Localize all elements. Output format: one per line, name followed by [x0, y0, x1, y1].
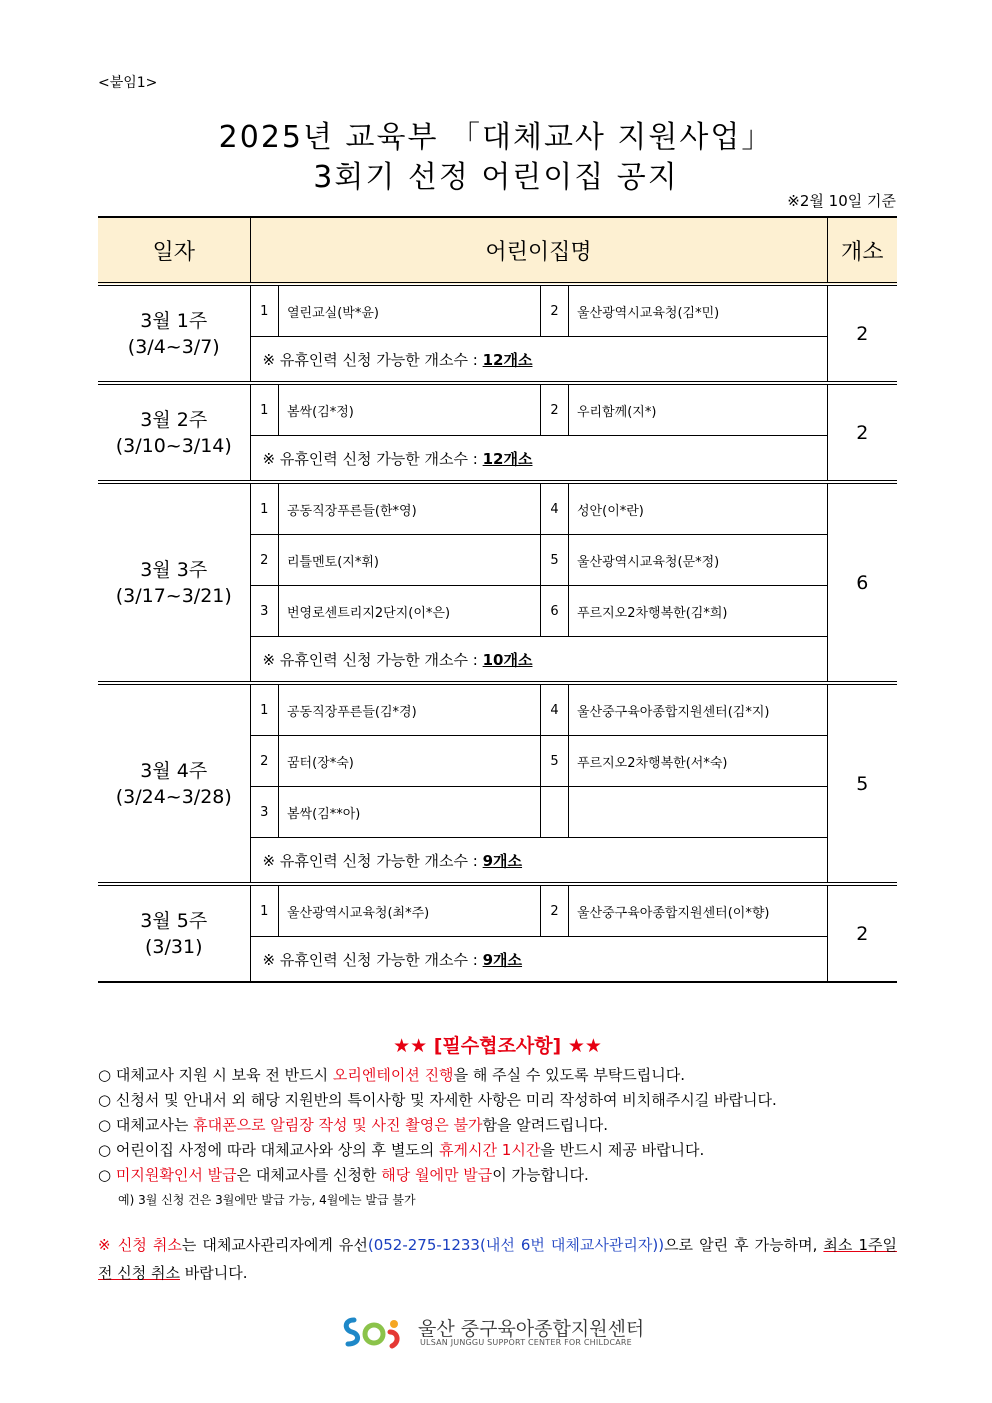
- daycare-name: 번영로센트리지2단지(이*은): [279, 586, 541, 637]
- daycare-row: [251, 886, 827, 937]
- week-row: [98, 482, 897, 683]
- selection-table: [98, 216, 897, 983]
- daycare-number: 3: [251, 787, 279, 838]
- requirement-item: ○ 대체교사는 휴대폰으로 알림장 작성 및 사진 촬영은 불가함을 알려드립니다.: [98, 1116, 608, 1134]
- available-note: ※ 유휴인력 신청 가능한 개소수 : 12개소: [262, 350, 533, 369]
- week-row: [98, 884, 897, 982]
- week-date-cell: [98, 683, 250, 884]
- daycare-name: 공동직장푸른들(한*영): [279, 484, 541, 535]
- daycare-number: 2: [251, 736, 279, 787]
- week-label: 3월 5주: [140, 909, 208, 932]
- footer-logo: [340, 1312, 670, 1352]
- daycare-number: 2: [541, 286, 569, 337]
- daycare-name: 울산광역시교육청(문*정): [569, 535, 827, 586]
- page-title: 2025년 교육부 「대체교사 지원사업」: [218, 120, 774, 155]
- week-label: 3월 4주: [140, 759, 208, 782]
- week-date-cell: [98, 482, 250, 683]
- daycare-number: 3: [251, 586, 279, 637]
- week-names-cell: [250, 884, 827, 982]
- week-names-cell: [250, 482, 827, 683]
- requirement-example: 예) 3월 신청 건은 3월에만 발급 가능, 4월에는 발급 불가: [118, 1193, 416, 1207]
- available-note: ※ 유휴인력 신청 가능한 개소수 : 12개소: [262, 449, 533, 468]
- daycare-number: 1: [251, 385, 279, 436]
- week-count: 5: [827, 683, 897, 884]
- available-note: ※ 유휴인력 신청 가능한 개소수 : 10개소: [262, 650, 533, 669]
- daycare-name: 울산중구육아종합지원센터(김*지): [569, 685, 827, 736]
- daycare-name: 봄싹(김*정): [279, 385, 541, 436]
- basis-date: ※2월 10일 기준: [787, 192, 896, 210]
- week-names-cell: [250, 383, 827, 482]
- requirement-item: ○ 신청서 및 안내서 외 해당 지원반의 특이사항 및 자세한 사항은 미리 작성하여 비치해주시길 바랍니다.: [98, 1091, 777, 1109]
- requirements-section: [98, 1034, 897, 1287]
- requirements-title: ★★ [필수협조사항] ★★: [393, 1035, 602, 1057]
- daycare-number: 1: [251, 286, 279, 337]
- daycare-row: [251, 685, 827, 736]
- week-range: (3/17~3/21): [115, 584, 232, 607]
- footer-org-sub: ULSAN JUNGGU SUPPORT CENTER FOR CHILDCARE: [420, 1338, 632, 1347]
- daycare-number: [541, 787, 569, 838]
- week-names-cell: [250, 284, 827, 383]
- daycare-name: 리틀멘토(지*휘): [279, 535, 541, 586]
- week-range: (3/24~3/28): [115, 785, 232, 808]
- week-count: 2: [827, 383, 897, 482]
- daycare-name: 울산광역시교육청(최*주): [279, 886, 541, 937]
- daycare-name: 성안(이*란): [569, 484, 827, 535]
- available-count: 9개소: [482, 851, 523, 870]
- daycare-name: 우리함께(지*): [569, 385, 827, 436]
- week-range: (3/31): [145, 935, 203, 958]
- daycare-name: [569, 787, 827, 838]
- week-row: [98, 683, 897, 884]
- daycare-number: 6: [541, 586, 569, 637]
- daycare-number: 1: [251, 685, 279, 736]
- footer-org-name: 울산 중구육아종합지원센터: [418, 1318, 645, 1340]
- daycare-number: 1: [251, 886, 279, 937]
- daycare-number: 2: [251, 535, 279, 586]
- daycare-name: 열린교실(박*윤): [279, 286, 541, 337]
- requirement-item: ○ 미지원확인서 발급은 대체교사를 신청한 해당 월에만 발급이 가능합니다.: [98, 1166, 589, 1184]
- daycare-row: [251, 484, 827, 535]
- week-range: (3/4~3/7): [127, 335, 220, 358]
- week-label: 3월 1주: [140, 309, 208, 332]
- daycare-row: [251, 286, 827, 337]
- daycare-row: [251, 736, 827, 787]
- week-date-cell: [98, 383, 250, 482]
- available-count: 12개소: [482, 350, 533, 369]
- daycare-name: 푸르지오2차행복한(김*희): [569, 586, 827, 637]
- week-count: 2: [827, 284, 897, 383]
- attachment-label: <붙임1>: [98, 75, 158, 91]
- week-row: [98, 284, 897, 383]
- week-names-cell: [250, 683, 827, 884]
- week-date-cell: [98, 884, 250, 982]
- daycare-name: 봄싹(김**아): [279, 787, 541, 838]
- week-count: 6: [827, 482, 897, 683]
- week-row: [98, 383, 897, 482]
- week-label: 3월 3주: [140, 558, 208, 581]
- header-count: 개소: [827, 217, 897, 284]
- daycare-name: 울산중구육아종합지원센터(이*향): [569, 886, 827, 937]
- header-name: 어린이집명: [250, 217, 827, 284]
- daycare-row: [251, 385, 827, 436]
- daycare-number: 1: [251, 484, 279, 535]
- cancel-notice: ※ 신청 취소는 대체교사관리자에게 유선(052-275-1233(내선 6번 대체교사관리자))으로 알린 후 가능하며, 최소 1주일 전 신청 취소 바랍니다.: [98, 1236, 897, 1282]
- week-date-cell: [98, 284, 250, 383]
- daycare-row: [251, 787, 827, 838]
- daycare-number: 2: [541, 385, 569, 436]
- daycare-name: 꿈터(장*숙): [279, 736, 541, 787]
- daycare-number: 5: [541, 535, 569, 586]
- page-subtitle: 3회기 선정 어린이집 공지: [313, 160, 679, 195]
- header-date: 일자: [98, 217, 250, 284]
- daycare-name: 공동직장푸른들(김*경): [279, 685, 541, 736]
- available-count: 10개소: [482, 650, 533, 669]
- daycare-row: [251, 586, 827, 637]
- requirement-item: ○ 대체교사 지원 시 보육 전 반드시 오리엔테이션 진행을 해 주실 수 있도록 부탁드립니다.: [98, 1066, 686, 1084]
- daycare-row: [251, 535, 827, 586]
- daycare-number: 5: [541, 736, 569, 787]
- available-count: 9개소: [482, 950, 523, 969]
- daycare-number: 4: [541, 484, 569, 535]
- week-count: 2: [827, 884, 897, 982]
- requirement-item: ○ 어린이집 사정에 따라 대체교사와 상의 후 별도의 휴게시간 1시간을 반드시 제공 바랍니다.: [98, 1141, 705, 1159]
- week-range: (3/10~3/14): [115, 434, 232, 457]
- daycare-name: 푸르지오2차행복한(서*숙): [569, 736, 827, 787]
- available-note: ※ 유휴인력 신청 가능한 개소수 : 9개소: [262, 851, 523, 870]
- logo-icon: [340, 1312, 412, 1350]
- daycare-number: 4: [541, 685, 569, 736]
- available-note: ※ 유휴인력 신청 가능한 개소수 : 9개소: [262, 950, 523, 969]
- available-count: 12개소: [482, 449, 533, 468]
- daycare-name: 울산광역시교육청(김*민): [569, 286, 827, 337]
- week-label: 3월 2주: [140, 408, 208, 431]
- daycare-number: 2: [541, 886, 569, 937]
